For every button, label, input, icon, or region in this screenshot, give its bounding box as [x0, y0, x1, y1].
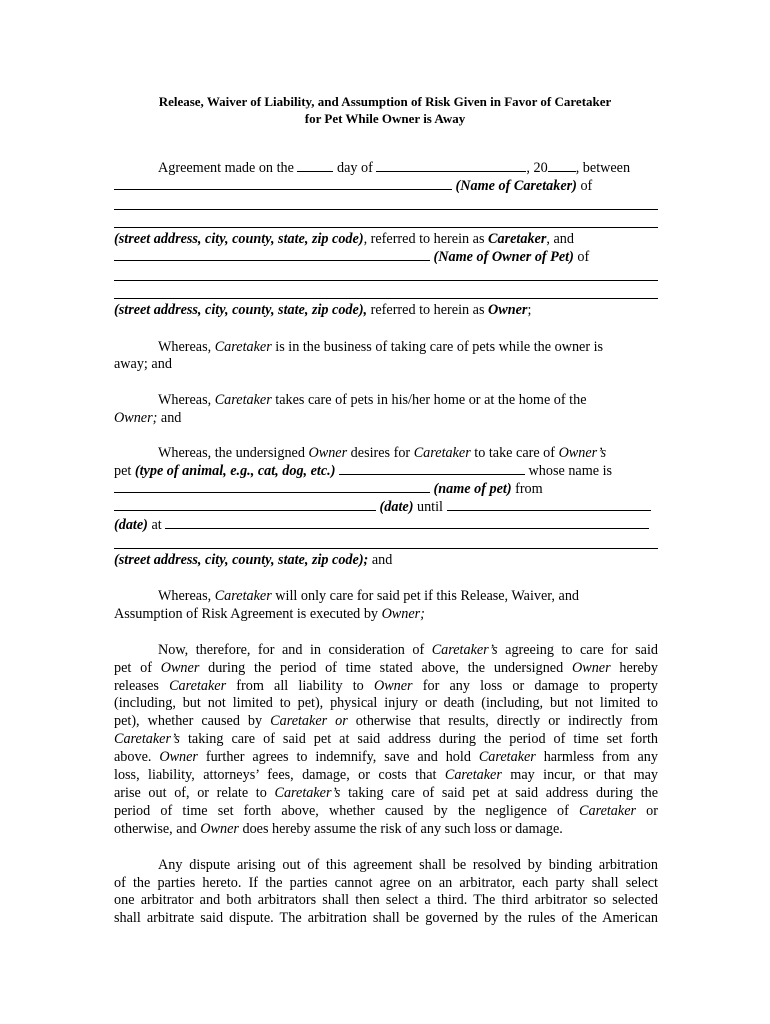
whereas2-line-2: Owner; and [114, 410, 182, 426]
title-line-1: Release, Waiver of Liability, and Assumption of Risk Given in Favor of Caretaker [158, 94, 612, 109]
now-line-9: arise out of, or relate to Caretaker’s taking care of said pet at said address during the [114, 785, 658, 801]
dispute-line-2: of the parties hereto. If the parties cannot agree on an arbitrator, each party shall select [114, 875, 658, 891]
caretaker-name-line: (Name of Caretaker) of [114, 177, 658, 195]
now-line-8: loss, liability, attorneys’ fees, damage, or costs that Caretaker may incur, or that may [114, 767, 658, 783]
document-title [0, 94, 770, 127]
whereas1-line-2: away; and [114, 356, 172, 372]
dispute-line-4: shall arbitrate said dispute. The arbitration shall be governed by the rules of the American [114, 910, 658, 926]
whereas4-line-2: Assumption of Risk Agreement is executed by Owner; [114, 606, 425, 622]
dispute-line-1: Any dispute arising out of this agreement shall be resolved by binding arbitration [158, 857, 658, 873]
until-date-blank [447, 498, 651, 511]
caretaker-name-blank [114, 177, 452, 190]
dispute-line-3: one arbitrator and both arbitrators shall then select a third. The third arbitrator so selected [114, 892, 658, 908]
whereas3-line-5: (date) at [114, 516, 658, 534]
whereas1-line-1: Whereas, Caretaker is in the business of taking care of pets while the owner is [158, 339, 604, 355]
owner-name-blank [114, 248, 430, 261]
now-line-7: above. Owner further agrees to indemnify, save and hold Caretaker harmless from any [114, 749, 658, 765]
owner-address-rule-1 [114, 280, 658, 281]
owner-address-rule-2 [114, 298, 658, 299]
whereas2-line-1: Whereas, Caretaker takes care of pets in his/her home or at the home of the [158, 392, 587, 408]
whereas4-line-1: Whereas, Caretaker will only care for said pet if this Release, Waiver, and [158, 588, 580, 604]
now-line-6: Caretaker’s taking care of said pet at said address during the period of time set forth [114, 731, 658, 747]
now-line-11: otherwise, and Owner does hereby assume the risk of any such loss or damage. [114, 821, 563, 837]
now-line-3: releases Caretaker from all liability to Owner for any loss or damage to property [114, 678, 658, 694]
whereas3-line-4: (date) until [114, 498, 658, 516]
whereas3-line-2: pet (type of animal, e.g., cat, dog, etc.) whose name is [114, 463, 613, 479]
title-line-2: for Pet While Owner is Away [304, 110, 466, 126]
now-line-2: pet of Owner during the period of time stated above, the undersigned Owner hereby [114, 660, 658, 676]
whereas3-line-6: (street address, city, county, state, zip code); and [114, 552, 393, 568]
care-address-blank [165, 516, 649, 529]
caretaker-address-rule-1 [114, 209, 658, 210]
whereas3-line-3: (name of pet) from [114, 480, 658, 498]
caretaker-address-rule-2 [114, 227, 658, 228]
now-line-4: (including, but not limited to pet), physical injury or death (including, but not limited to [114, 695, 658, 711]
owner-name-line: (Name of Owner of Pet) of [114, 248, 658, 266]
whereas3-line-1: Whereas, the undersigned Owner desires for Caretaker to take care of Owner’s [158, 445, 607, 461]
owner-address-line: (street address, city, county, state, zip code), referred to herein as Owner; [114, 302, 532, 318]
agreement-line-1: Agreement made on the day of , 20 , between [158, 160, 631, 176]
year-blank [548, 159, 576, 172]
pet-name-blank [114, 480, 430, 493]
care-address-rule [114, 548, 658, 549]
from-date-blank [114, 498, 376, 511]
day-blank [297, 159, 333, 172]
now-line-10: period of time set forth above, whether caused by the negligence of Caretaker or [114, 803, 658, 819]
now-line-5: pet), whether caused by Caretaker or otherwise that results, directly or indirectly from [114, 713, 658, 729]
animal-type-blank [339, 462, 525, 475]
month-blank [376, 159, 526, 172]
now-line-1: Now, therefore, for and in consideration of Caretaker’s agreeing to care for said [158, 642, 658, 658]
caretaker-address-line: (street address, city, county, state, zip code), referred to herein as Caretaker, and [114, 231, 574, 247]
